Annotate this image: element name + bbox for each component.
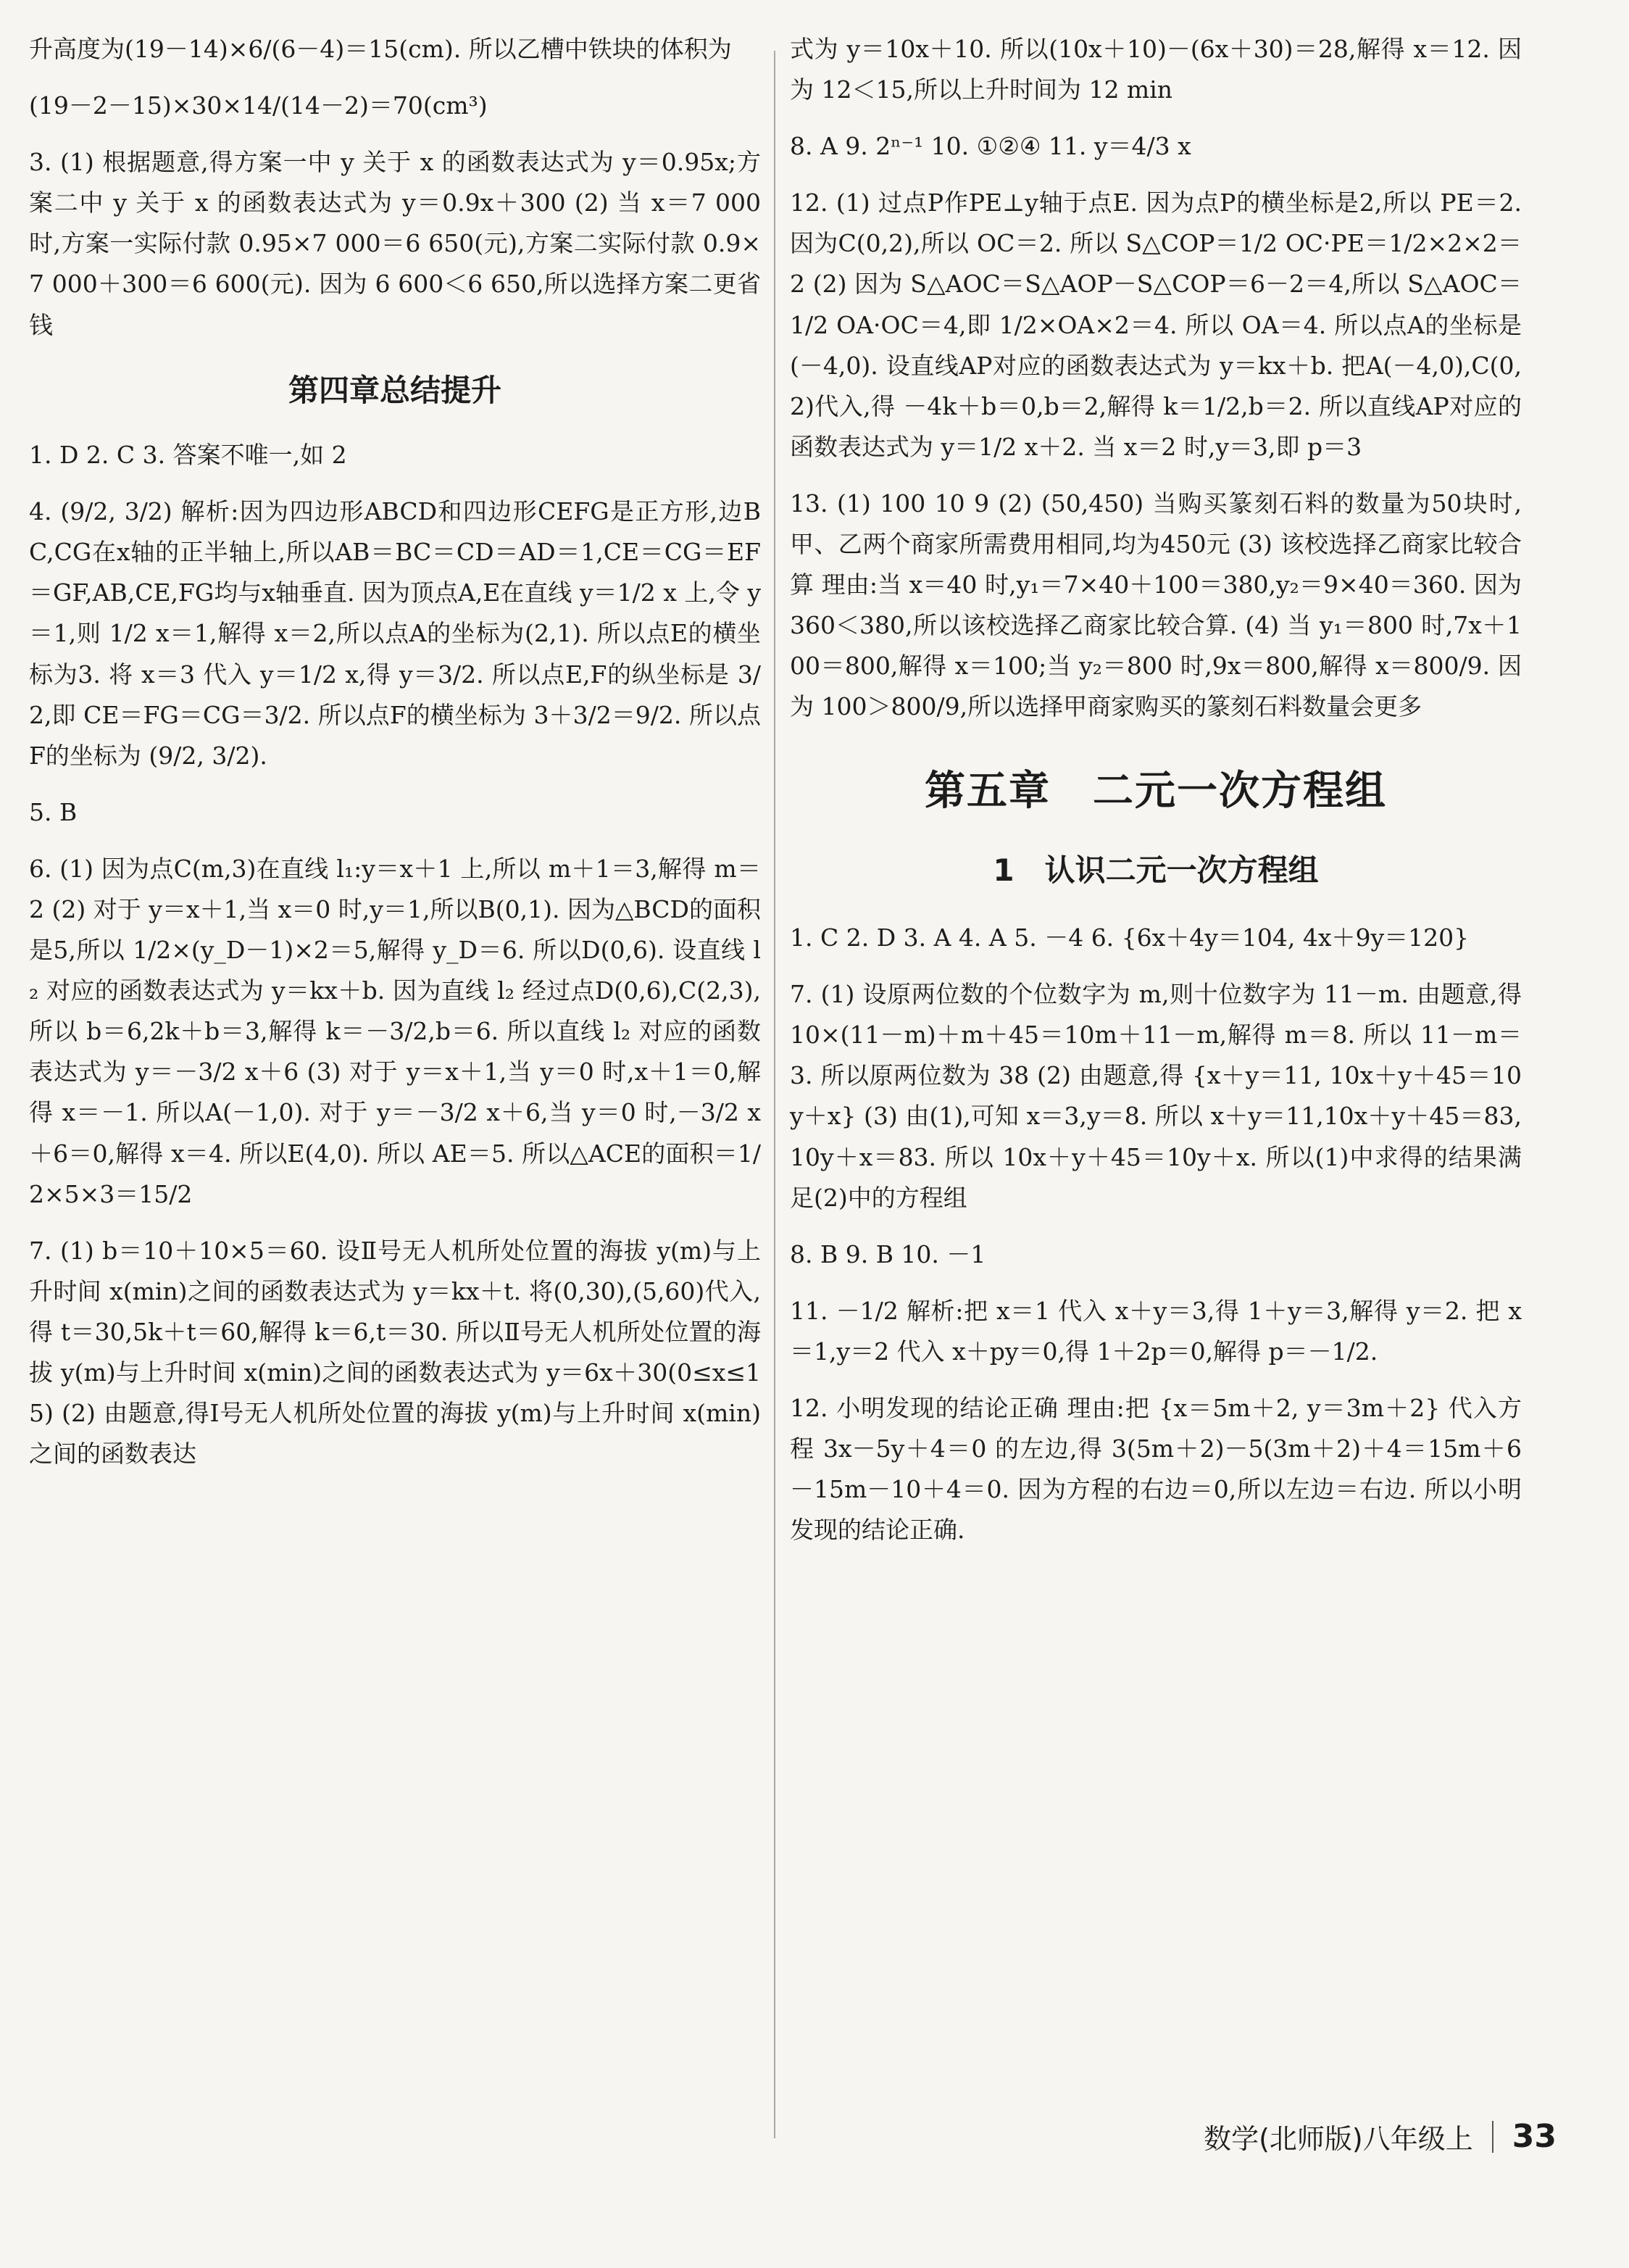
column-divider [774, 51, 775, 2138]
answer-4: 4. (9/2, 3/2) 解析:因为四边形ABCD和四边形CEFG是正方形,边BC,CG在x轴的正半轴上,所以AB＝BC＝CD＝AD＝1,CE＝CG＝EF＝GF,AB,CE,FG均与x轴垂直. 因为顶点A,E在直线 y＝1/2 x 上,令 y＝1,则 1/2 x＝1,解得 x＝2,所以点A的坐标为(2,1). 所以点E的横坐标为3. 将 x＝3 代入 y＝1/2 x,得 y＝3/2. 所以点E,F的纵坐标是 3/2,即 CE＝FG＝CG＝3/2. 所以点F的横坐标为 3＋3/2＝9/2. 所以点F的坐标为 (9/2, 3/2). [29, 497, 761, 770]
right-column [790, 29, 1522, 1566]
page-number: 33 [1512, 2118, 1557, 2155]
answer-13: 13. (1) 100 10 9 (2) (50,450) 当购买篆刻石料的数量为50块时,甲、乙两个商家所需费用相同,均为450元 (3) 该校选择乙商家比较合算 理由:当 x＝40 时,y₁＝7×40＋100＝380,y₂＝9×40＝360. 因为 360＜380,所以该校选择乙商家比较合算. (4) 当 y₁＝800 时,7x＋100＝800,解得 x＝100;当 y₂＝800 时,9x＝800,解得 x＝800/9. 因为 100＞800/9,所以选择甲商家购买的篆刻石料数量会更多 [790, 489, 1522, 721]
answer-6: 6. (1) 因为点C(m,3)在直线 l₁:y＝x＋1 上,所以 m＋1＝3,解得 m＝2 (2) 对于 y＝x＋1,当 x＝0 时,y＝1,所以B(0,1). 因为△BCD的面积是5,所以 1/2×(y_D－1)×2＝5,解得 y_D＝6. 所以D(0,6). 设直线 l₂ 对应的函数表达式为 y＝kx＋b. 因为直线 l₂ 经过点D(0,6),C(2,3),所以 b＝6,2k＋b＝3,解得 k＝－3/2,b＝6. 所以直线 l₂ 对应的函数表达式为 y＝－3/2 x＋6 (3) 对于 y＝x＋1,当 y＝0 时,x＋1＝0,解得 x＝－1. 所以A(－1,0). 对于 y＝－3/2 x＋6,当 y＝0 时,－3/2 x＋6＝0,解得 x＝4. 所以E(4,0). 所以 AE＝5. 所以△ACE的面积＝1/2×5×3＝15/2 [29, 854, 761, 1208]
book-title: 数学(北师版)八年级上 [1204, 2123, 1473, 2155]
paragraph: 式为 y＝10x＋10. 所以(10x＋10)－(6x＋30)＝28,解得 x＝12. 因为 12＜15,所以上升时间为 12 min [790, 35, 1522, 104]
answers-8-10: 8. B 9. B 10. －1 [790, 1239, 986, 1268]
answer-3: 3. (1) 根据题意,得方案一中 y 关于 x 的函数表达式为 y＝0.95x;方案二中 y 关于 x 的函数表达式为 y＝0.9x＋300 (2) 当 x＝7 000 时,方案一实际付款 0.95×7 000＝6 650(元),方案二实际付款 0.9×7 000＋300＝6 600(元). 因为 6 600＜6 650,所以选择方案二更省钱 [29, 148, 761, 339]
lesson-title: 1 认识二元一次方程组 [993, 852, 1319, 888]
answer-11: 11. －1/2 解析:把 x＝1 代入 x＋y＝3,得 1＋y＝3,解得 y＝2. 把 x＝1,y＝2 代入 x＋py＝0,得 1＋2p＝0,解得 p＝－1/2. [790, 1296, 1522, 1366]
paragraph: (19－2－15)×30×14/(14－2)＝70(cm³) [29, 91, 488, 120]
left-column [29, 29, 761, 1490]
answer-5: 5. B [29, 797, 78, 826]
page-footer [1204, 2117, 1557, 2156]
answers-8-11: 8. A 9. 2ⁿ⁻¹ 10. ①②④ 11. y＝4/3 x [790, 132, 1191, 161]
answer-12: 12. (1) 过点P作PE⊥y轴于点E. 因为点P的横坐标是2,所以 PE＝2. 因为C(0,2),所以 OC＝2. 所以 S△COP＝1/2 OC·PE＝1/2×2×2＝2 (2) 因为 S△AOC＝S△AOP－S△COP＝6－2＝4,所以 S△AOC＝1/2 OA·OC＝4,即 1/2×OA×2＝4. 所以 OA＝4. 所以点A的坐标是(－4,0). 设直线AP对应的函数表达式为 y＝kx＋b. 把A(－4,0),C(0,2)代入,得 －4k＋b＝0,b＝2,解得 k＝1/2,b＝2. 所以直线AP对应的函数表达式为 y＝1/2 x＋2. 当 x＝2 时,y＝3,即 p＝3 [790, 188, 1522, 461]
chapter-title: 第五章 二元一次方程组 [925, 767, 1387, 815]
answers-1-6: 1. C 2. D 3. A 4. A 5. －4 6. {6x＋4y＝104, 4x＋9y＝120} [790, 923, 1470, 952]
answer-12: 12. 小明发现的结论正确 理由:把 {x＝5m＋2, y＝3m＋2} 代入方程 3x－5y＋4＝0 的左边,得 3(5m＋2)－5(3m＋2)＋4＝15m＋6－15m－10＋4＝0. 因为方程的右边＝0,所以左边＝右边. 所以小明发现的结论正确. [790, 1394, 1522, 1545]
section-title: 第四章总结提升 [288, 372, 501, 408]
paragraph: 升高度为(19－14)×6/(6－4)＝15(cm). 所以乙槽中铁块的体积为 [29, 35, 732, 63]
answers-1-3: 1. D 2. C 3. 答案不唯一,如 2 [29, 441, 347, 470]
footer-divider [1492, 2121, 1493, 2153]
answer-7: 7. (1) 设原两位数的个位数字为 m,则十位数字为 11－m. 由题意,得 10×(11－m)＋m＋45＝10m＋11－m,解得 m＝8. 所以 11－m＝3. 所以原两位数为 38 (2) 由题意,得 {x＋y＝11, 10x＋y＋45＝10y＋x} (3) 由(1),可知 x＝3,y＝8. 所以 x＋y＝11,10x＋y＋45＝83,10y＋x＝83. 所以 10x＋y＋45＝10y＋x. 所以(1)中求得的结果满足(2)中的方程组 [790, 980, 1522, 1212]
answer-7: 7. (1) b＝10＋10×5＝60. 设Ⅱ号无人机所处位置的海拔 y(m)与上升时间 x(min)之间的函数表达式为 y＝kx＋t. 将(0,30),(5,60)代入,得 t＝30,5k＋t＝60,解得 k＝6,t＝30. 所以Ⅱ号无人机所处位置的海拔 y(m)与上升时间 x(min)之间的函数表达式为 y＝6x＋30(0≤x≤15) (2) 由题意,得Ⅰ号无人机所处位置的海拔 y(m)与上升时间 x(min)之间的函数表达 [29, 1236, 761, 1469]
